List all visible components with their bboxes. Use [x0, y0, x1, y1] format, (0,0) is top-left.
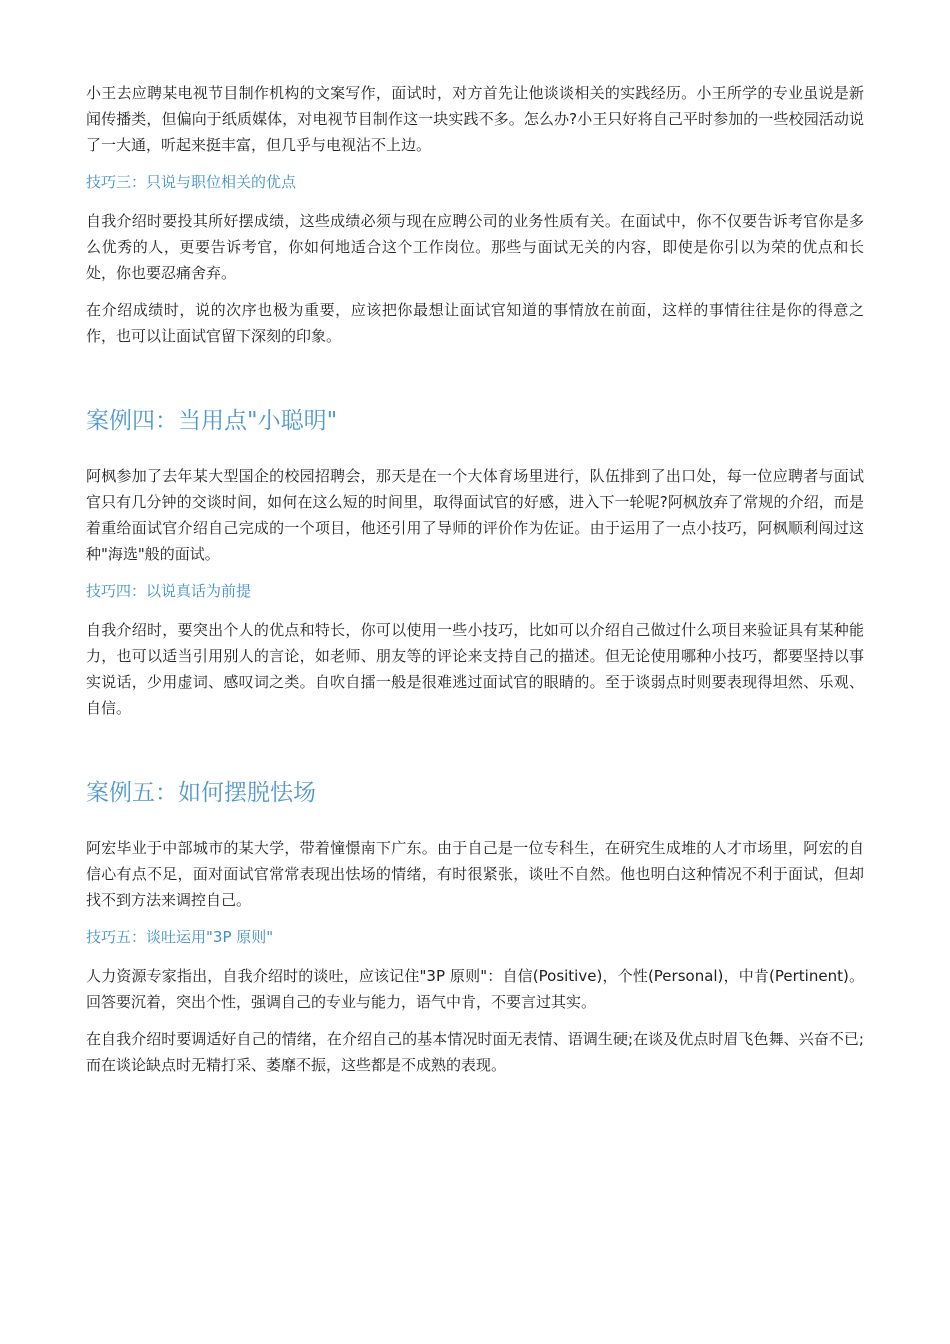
case-4-heading: 案例四：当用点"小聪明" — [86, 408, 338, 434]
paragraph-case4-story: 阿枫参加了去年某大型国企的校园招聘会，那天是在一个大体育场里进行，队伍排到了出口处，每一位应聘者与面试官只有几分钟的交谈时间，如何在这么短的时间里，取得面试官的好感，进入下一轮呢?阿枫放弃了常规的介绍，而是着重给面试官介绍自己完成的一个项目，他还引用了导师的评价作为佐证。由于运用了一点小技巧，阿枫顺利闯过这种"海选"般的面试。 — [86, 467, 864, 563]
tip-4-heading: 技巧四：以说真话为前提 — [86, 582, 252, 600]
paragraph-tip4-detail: 自我介绍时，要突出个人的优点和特长，你可以使用一些小技巧，比如可以介绍自己做过什么项目来验证具有某种能力，也可以适当引用别人的言论，如老师、朋友等的评论来支持自己的描述。但无论使用哪种小技巧，都要坚持以事实说话，少用虚词、感叹词之类。自吹自擂一般是很难逃过面试官的眼睛的。至于谈弱点时则要表现得坦然、乐观、自信。 — [86, 621, 864, 717]
paragraph-case5-story: 阿宏毕业于中部城市的某大学，带着憧憬南下广东。由于自己是一位专科生，在研究生成堆的人才市场里，阿宏的自信心有点不足，面对面试官常常表现出怯场的情绪，有时很紧张，谈吐不自然。他也明白这种情况不利于面试，但却找不到方法来调控自己。 — [86, 839, 864, 909]
paragraph-tip3-detail: 自我介绍时要投其所好摆成绩，这些成绩必须与现在应聘公司的业务性质有关。在面试中，你不仅要告诉考官你是多么优秀的人，更要告诉考官，你如何地适合这个工作岗位。那些与面试无关的内容，即使是你引以为荣的优点和长处，你也要忍痛舍弃。 — [86, 212, 864, 282]
paragraph-tip5-emotion: 在自我介绍时要调适好自己的情绪，在介绍自己的基本情况时面无表情、语调生硬;在谈及优点时眉飞色舞、兴奋不已;而在谈论缺点时无精打采、萎靡不振，这些都是不成熟的表现。 — [86, 1030, 864, 1074]
paragraph-case3-story: 小王去应聘某电视节目制作机构的文案写作，面试时，对方首先让他谈谈相关的实践经历。小王所学的专业虽说是新闻传播类，但偏向于纸质媒体，对电视节目制作这一块实践不多。怎么办?小王只好将自己平时参加的一些校园活动说了一大通，听起来挺丰富，但几乎与电视沾不上边。 — [86, 84, 864, 154]
tip-3-heading: 技巧三：只说与职位相关的优点 — [86, 173, 297, 191]
tip-5-heading: 技巧五：谈吐运用"3P 原则" — [86, 928, 274, 946]
paragraph-tip5-3p: 人力资源专家指出，自我介绍时的谈吐，应该记住"3P 原则"：自信(Positive)，个性(Personal)，中肯(Pertinent)。回答要沉着，突出个性，强调自己的专业与能力，语气中肯，不要言过其实。 — [86, 967, 864, 1011]
case-5-heading: 案例五：如何摆脱怯场 — [86, 780, 316, 806]
paragraph-tip3-order: 在介绍成绩时，说的次序也极为重要，应该把你最想让面试官知道的事情放在前面，这样的事情往往是你的得意之作，也可以让面试官留下深刻的印象。 — [86, 301, 864, 345]
